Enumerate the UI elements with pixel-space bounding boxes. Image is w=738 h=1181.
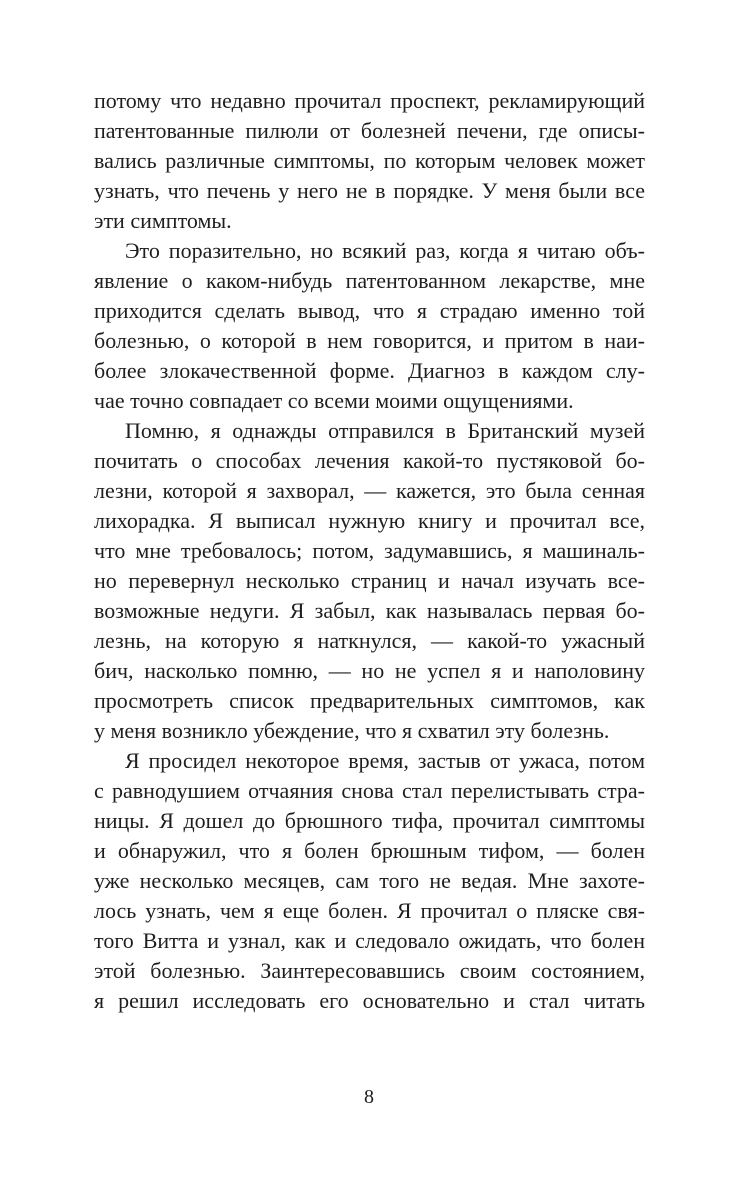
text-line: чае точно совпадает со всеми моими ощущениями. <box>94 388 574 413</box>
paragraph-2 <box>94 236 645 416</box>
text-line: более злокачественной форме. Диагноз в каждом слу- <box>94 358 645 383</box>
text-line: Я просидел некоторое время, застыв от ужаса, потом <box>125 748 645 773</box>
text-line: потому что недавно прочитал проспект, рекламирующий <box>94 88 645 113</box>
text-line: бич, насколько помню, — но не успел я и наполовину <box>94 658 645 683</box>
text-line: патентованные пилюли от болезней печени, где описы- <box>94 118 645 143</box>
text-line: лихорадка. Я выписал нужную книгу и прочитал все, <box>94 508 645 533</box>
text-line: что мне требовалось; потом, задумавшись, я машиналь- <box>94 538 645 563</box>
text-line: возможные недуги. Я забыл, как называлась первая бо- <box>94 598 645 623</box>
book-page-text <box>94 86 645 1016</box>
text-line: эти симптомы. <box>94 208 232 233</box>
text-line: просмотреть список предварительных симптомов, как <box>94 688 645 713</box>
text-line: ницы. Я дошел до брюшного тифа, прочитал симптомы <box>94 808 645 833</box>
text-line: этой болезнью. Заинтересовавшись своим состоянием, <box>94 958 645 983</box>
text-line: но перевернул несколько страниц и начал изучать все- <box>94 568 645 593</box>
text-line: лось узнать, чем я еще болен. Я прочитал о пляске свя- <box>94 898 645 923</box>
text-line: почитать о способах лечения какой-то пустяковой бо- <box>94 448 645 473</box>
text-line: Помню, я однажды отправился в Британский музей <box>125 418 645 443</box>
text-line: того Витта и узнал, как и следовало ожидать, что болен <box>94 928 645 953</box>
paragraph-4 <box>94 746 645 1016</box>
text-line: вались различные симптомы, по которым человек может <box>94 148 645 173</box>
paragraph-3 <box>94 416 645 746</box>
page-number: 8 <box>364 1086 374 1108</box>
text-line: приходится сделать вывод, что я страдаю именно той <box>94 298 645 323</box>
text-line: и обнаружил, что я болен брюшным тифом, — болен <box>94 838 645 863</box>
text-line: узнать, что печень у него не в порядке. У меня были все <box>94 178 645 203</box>
text-line: Это поразительно, но всякий раз, когда я читаю объ- <box>125 238 645 263</box>
text-line: у меня возникло убеждение, что я схватил эту болезнь. <box>94 718 610 743</box>
text-line: уже несколько месяцев, сам того не ведая. Мне захоте- <box>94 868 645 893</box>
text-line: с равнодушием отчаяния снова стал перелистывать стра- <box>94 778 645 803</box>
text-line: лезнь, на которую я наткнулся, — какой-то ужасный <box>94 628 645 653</box>
text-line: лезни, которой я захворал, — кажется, это была сенная <box>94 478 645 503</box>
text-line: явление о каком-нибудь патентованном лекарстве, мне <box>94 268 645 293</box>
paragraph-1 <box>94 86 645 236</box>
text-line: болезнью, о которой в нем говорится, и притом в наи- <box>94 328 645 353</box>
text-line: я решил исследовать его основательно и стал читать <box>94 988 645 1013</box>
